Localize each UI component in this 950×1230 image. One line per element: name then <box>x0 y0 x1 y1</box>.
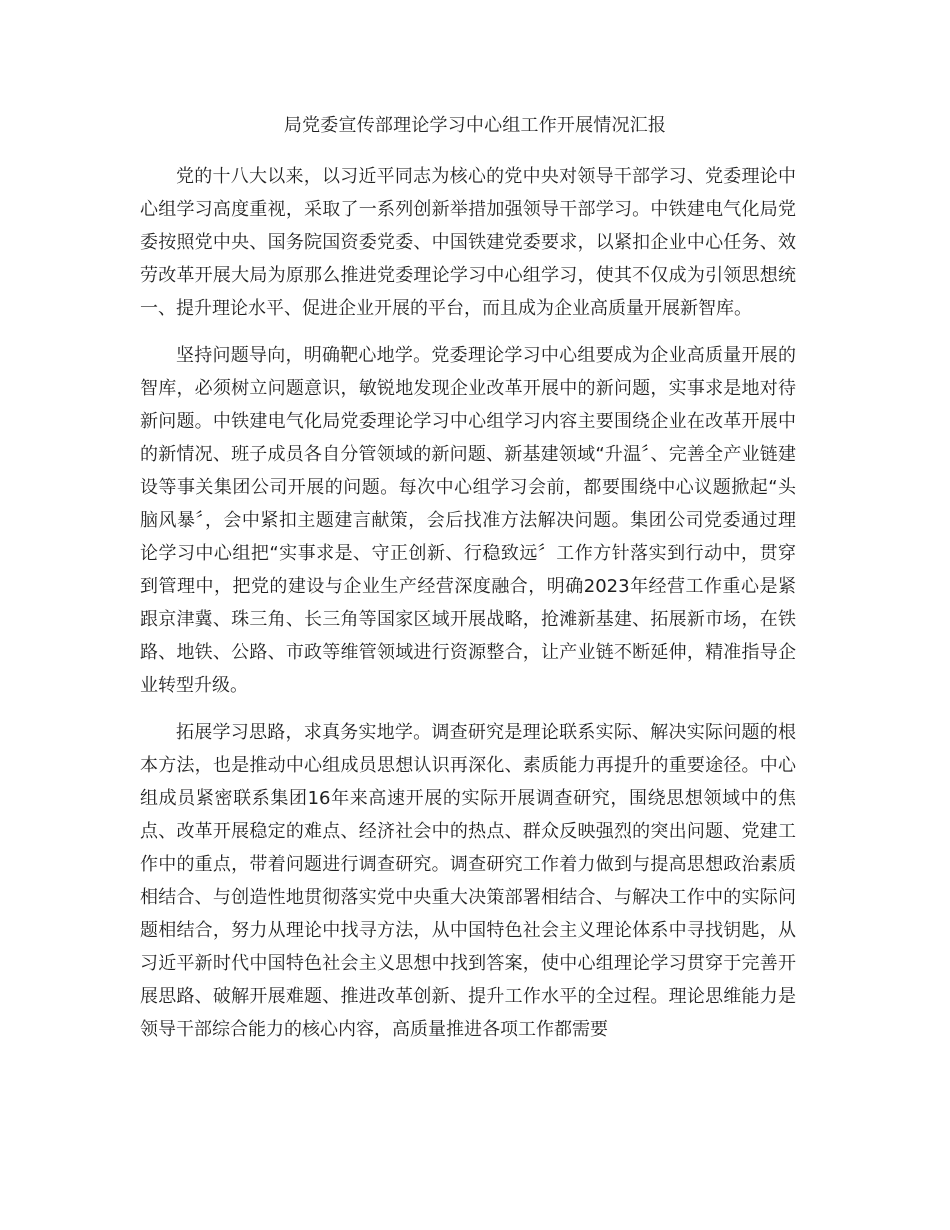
body-paragraph-2: 坚持问题导向，明确靶心地学。党委理论学习中心组要成为企业高质量开展的智库，必须树立问题意识，敏锐地发现企业改革开展中的新问题，实事求是地对待新问题。中铁建电气化局党委理论学习中心组学习内容主要围绕企业在改革开展中的新情况、班子成员各自分管领域的新问题、新基建领域“升温〞、完善全产业链建设等事关集团公司开展的问题。每次中心组学习会前，都要围绕中心议题掀起“头脑风暴〞，会中紧扣主题建言献策，会后找准方法解决问题。集团公司党委通过理论学习中心组把“实事求是、守正创新、行稳致远〞工作方针落实到行动中，贯穿到管理中，把党的建设与企业生产经营深度融合，明确2023年经营工作重心是紧跟京津冀、珠三角、长三角等国家区域开展战略，抢滩新基建、拓展新市场，在铁路、地铁、公路、市政等维管领域进行资源整合，让产业链不断延伸，精准指导企业转型升级。 <box>140 345 796 696</box>
document-title: 局党委宣传部理论学习中心组工作开展情况汇报 <box>283 115 667 136</box>
document-body <box>140 160 796 1060</box>
body-paragraph-1: 党的十八大以来，以习近平同志为核心的党中央对领导干部学习、党委理论中心组学习高度重视，采取了一系列创新举措加强领导干部学习。中铁建电气化局党委按照党中央、国务院国资委党委、中国铁建党委要求，以紧扣企业中心任务、效劳改革开展大局为原那么推进党委理论学习中心组学习，使其不仅成为引领思想统一、提升理论水平、促进企业开展的平台，而且成为企业高质量开展新智库。 <box>140 166 796 319</box>
body-paragraph-3: 拓展学习思路，求真务实地学。调查研究是理论联系实际、解决实际问题的根本方法，也是推动中心组成员思想认识再深化、素质能力再提升的重要途径。中心组成员紧密联系集团16年来高速开展的实际开展调查研究，围绕思想领域中的焦点、改革开展稳定的难点、经济社会中的热点、群众反映强烈的突出问题、党建工作中的重点，带着问题进行调查研究。调查研究工作着力做到与提高思想政治素质相结合、与创造性地贯彻落实党中央重大决策部署相结合、与解决工作中的实际问题相结合，努力从理论中找寻方法，从中国特色社会主义理论体系中寻找钥匙，从习近平新时代中国特色社会主义思想中找到答案，使中心组理论学习贯穿于完善开展思路、破解开展难题、推进改革创新、提升工作水平的全过程。理论思维能力是领导干部综合能力的核心内容，高质量推进各项工作都需要 <box>140 722 796 1040</box>
